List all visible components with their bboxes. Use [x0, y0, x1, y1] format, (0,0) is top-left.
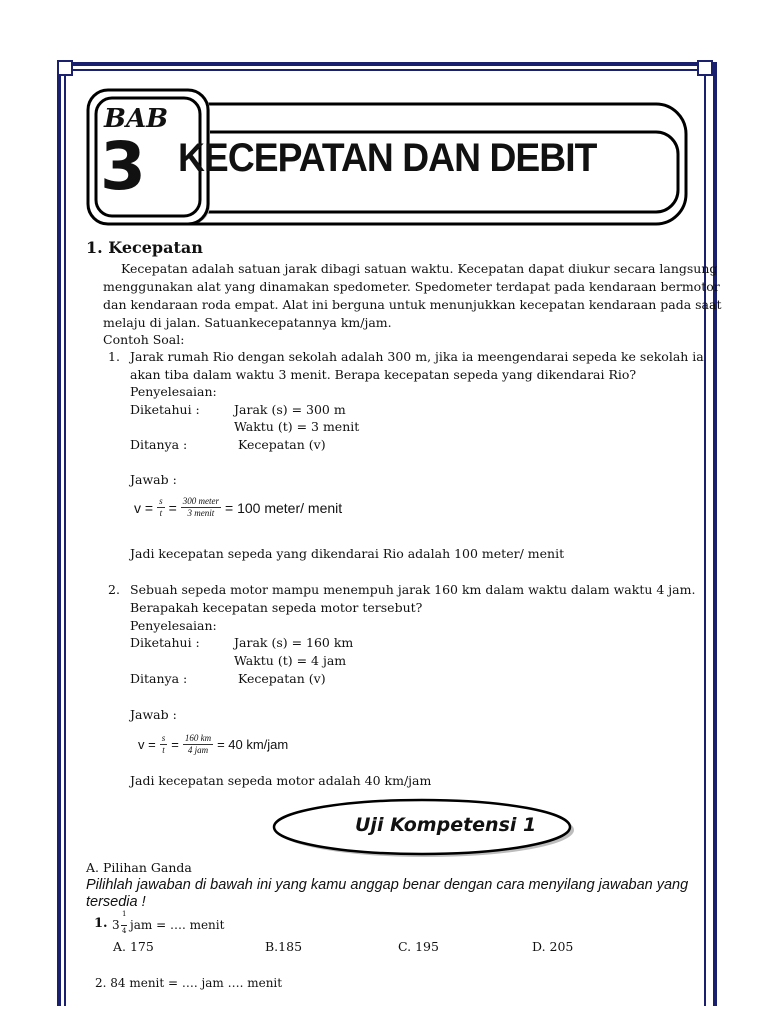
- example-number: 2.: [108, 582, 120, 597]
- penyelesaian-label: Penyelesaian:: [130, 384, 217, 399]
- penyelesaian-label: Penyelesaian:: [130, 618, 217, 633]
- ditanya-value: Kecepatan (v): [238, 671, 326, 686]
- formula-t: t: [162, 745, 165, 755]
- question-line: akan tiba dalam waktu 3 menit. Berapa kecepatan sepeda yang dikendarai Rio?: [130, 367, 637, 382]
- option-b[interactable]: B.185: [265, 939, 303, 954]
- conclusion: Jadi kecepatan sepeda yang dikendarai Rio adalah 100 meter/ menit: [130, 546, 565, 561]
- question-line: Sebuah sepeda motor mampu menempuh jarak 160 km dalam waktu dalam waktu 4 jam.: [130, 582, 696, 597]
- frame-corner-top-left: [57, 60, 73, 76]
- frame-corner-top-right: [697, 60, 713, 76]
- paragraph-line: Kecepatan adalah satuan jarak dibagi satuan waktu. Kecepatan dapat diukur secara langsung: [121, 261, 718, 276]
- formula-fraction: [181, 496, 221, 519]
- formula-s-over-t: [160, 733, 168, 756]
- formula-numerator: 300 meter: [182, 496, 220, 506]
- paragraph-line: menggunakan alat yang dinamakan spedometer. Spedometer terdapat pada kendaraan bermotor: [103, 279, 720, 294]
- formula-lhs: v =: [134, 499, 154, 516]
- option-c[interactable]: C. 195: [398, 939, 439, 954]
- formula-denominator: 3 menit: [187, 508, 215, 518]
- jawab-label: Jawab :: [130, 707, 177, 722]
- question-line: Jarak rumah Rio dengan sekolah adalah 300 m, jika ia meengendarai sepeda ke sekolah ia: [130, 349, 704, 364]
- instruction-line: Pilihlah jawaban di bawah ini yang kamu anggap benar dengan cara menyilang jawaban yang: [86, 877, 689, 893]
- instruction-line: tersedia !: [86, 894, 146, 910]
- formula-s: s: [159, 496, 163, 506]
- paragraph-line: dan kendaraan roda empat. Alat ini berguna untuk menunjukkan kecepatan kendaraan pada saat: [103, 297, 722, 312]
- waktu-value: Waktu (t) = 3 menit: [234, 419, 360, 434]
- waktu-value: Waktu (t) = 4 jam: [234, 653, 347, 668]
- q1-frac-den: 4: [122, 927, 127, 935]
- question-text: jam = …. menit: [130, 918, 225, 932]
- diketahui-label: Diketahui :: [130, 635, 200, 650]
- ditanya-label: Ditanya :: [130, 671, 188, 686]
- uji-title: Uji Kompetensi 1: [355, 814, 537, 836]
- formula-numerator: 160 km: [184, 733, 212, 743]
- q1-whole: 3: [112, 918, 120, 932]
- paragraph-line: melaju di jalan. Satuankecepatannya km/jam.: [103, 315, 392, 330]
- formula-t: t: [159, 508, 163, 518]
- diketahui-label: Diketahui :: [130, 402, 200, 417]
- question-number: 1.: [94, 916, 108, 931]
- formula-denominator: 4 jam: [187, 745, 209, 755]
- formula-fraction: [183, 733, 213, 756]
- question-line: Berapakah kecepatan sepeda motor tersebut?: [130, 600, 423, 615]
- question-2: 2. 84 menit = …. jam …. menit: [95, 976, 283, 990]
- formula-eq: =: [171, 737, 179, 752]
- bab-label: BAB: [104, 104, 169, 134]
- ditanya-label: Ditanya :: [130, 437, 188, 452]
- jarak-value: Jarak (s) = 160 km: [234, 635, 354, 650]
- option-a[interactable]: A. 175: [113, 939, 154, 954]
- chapter-title: KECEPATAN DAN DEBIT: [178, 136, 597, 180]
- formula-eq: =: [168, 499, 177, 516]
- q1-frac-bar: [121, 925, 127, 926]
- ditanya-value: Kecepatan (v): [238, 437, 326, 452]
- contoh-soal-label: Contoh Soal:: [103, 332, 185, 347]
- jawab-label: Jawab :: [130, 472, 177, 487]
- jarak-value: Jarak (s) = 300 m: [234, 402, 346, 417]
- formula-result: = 100 meter/ menit: [225, 499, 343, 516]
- velocity-formula: [134, 496, 342, 519]
- q1-frac-num: 1: [122, 910, 127, 918]
- chapter-number: 3: [100, 128, 146, 205]
- example-number: 1.: [108, 349, 120, 364]
- pilihan-heading: A. Pilihan Ganda: [86, 860, 192, 875]
- conclusion: Jadi kecepatan sepeda motor adalah 40 km/jam: [130, 773, 432, 788]
- formula-lhs: v =: [138, 737, 156, 752]
- section-heading: 1. Kecepatan: [86, 238, 203, 257]
- formula-s: s: [161, 733, 166, 743]
- option-d[interactable]: D. 205: [532, 939, 574, 954]
- formula-s-over-t: [157, 496, 165, 519]
- velocity-formula: [138, 733, 288, 756]
- formula-result: = 40 km/jam: [217, 737, 289, 752]
